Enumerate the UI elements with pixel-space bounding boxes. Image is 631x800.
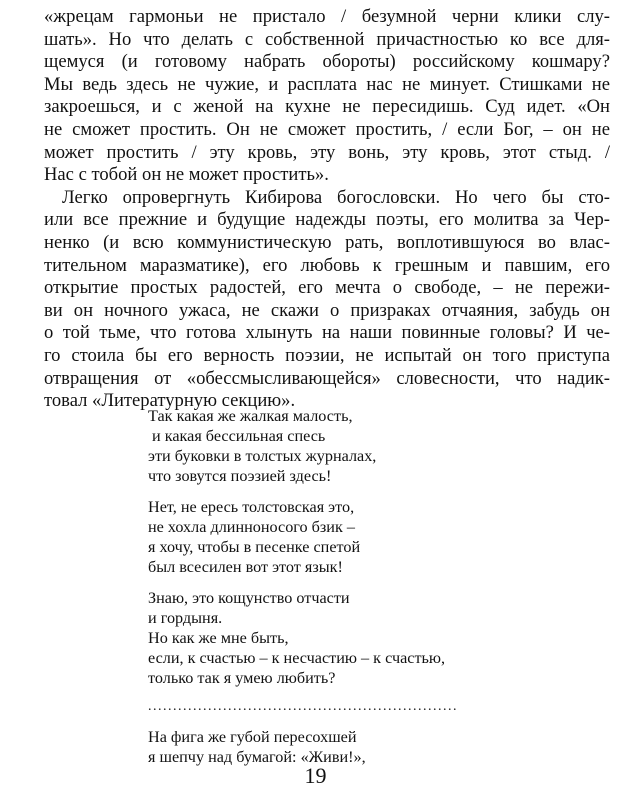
poem-stanza-final xyxy=(148,727,528,767)
poem-stanza-1 xyxy=(148,406,528,486)
text-line: закроешься, и с женой на кухне не пересидишь. Суд идет. «Он xyxy=(44,96,610,118)
text-line: может простить / эту кровь, эту вонь, эту кровь, этот стыд. / xyxy=(44,141,610,163)
paragraph-2 xyxy=(44,187,610,413)
poem-line: если, к счастью – к несчастию – к счастью, xyxy=(148,649,446,667)
text-line: Нас с тобой он не может простить». xyxy=(44,164,329,186)
text-line: Легко опровергнуть Кибирова богословски. Но чего бы сто- xyxy=(62,186,610,208)
poem-line: Знаю, это кощунство отчасти xyxy=(148,589,350,607)
page-number: 19 xyxy=(304,763,327,788)
text-line: тительном маразматике), его любовь к грешным и павшим, его xyxy=(44,254,610,276)
text-line: о той тьме, что готова хлынуть на наши повинные головы? И че- xyxy=(44,322,610,344)
text-line: шать». Но что делать с собственной причастностью ко все для- xyxy=(44,28,610,50)
paragraph-1 xyxy=(44,6,610,187)
text-line: ви он ночного ужаса, не скажи о призраках отчаяния, забудь он xyxy=(44,299,610,321)
text-line: го стоила бы его верность поэзии, не испытай он того приступа xyxy=(44,344,610,366)
poem-stanza-2 xyxy=(148,497,528,577)
poem-omission-separator: .............................................................. xyxy=(148,699,458,714)
poem-line: только так я умею любить? xyxy=(148,669,336,687)
text-line: товал «Литературную секцию». xyxy=(44,390,296,412)
prose-body xyxy=(44,6,610,413)
poem-line: Нет, не ересь толстовская это, xyxy=(148,498,355,516)
text-line: открытие простых радостей, его мечта о свободе, – не пережи- xyxy=(44,277,610,299)
poem-line: был всесилен вот этот язык! xyxy=(148,558,343,576)
text-line: не сможет простить. Он не сможет простить, / если Бог, – он не xyxy=(44,118,610,140)
text-line: Мы ведь здесь не чужие, и расплата нас не минует. Стишками не xyxy=(44,73,610,95)
poem-line: и какая бессильная спесь xyxy=(152,427,326,445)
poem-line: Но как же мне быть, xyxy=(148,629,289,647)
text-line: щемуся (и готовому набрать обороты) российскому кошмару? xyxy=(44,51,610,73)
text-line: «жрецам гармоньи не пристало / безумной черни клики слу- xyxy=(44,6,610,27)
text-line: отвращения от «обессмысливающейся» словесности, что надик- xyxy=(44,367,610,389)
poem-line: эти буковки в толстых журналах, xyxy=(148,447,377,465)
poem-line: что зовутся поэзией здесь! xyxy=(148,467,332,485)
poem-line: Так какая же жалкая малость, xyxy=(148,407,353,425)
poem-quote xyxy=(148,406,528,778)
poem-line: и гордыня. xyxy=(148,609,223,627)
text-line: или все прежние и будущие надежды поэты, его молитва за Чер- xyxy=(44,209,610,231)
poem-line: я шепчу над бумагой: «Живи!», xyxy=(148,748,366,766)
text-line: ненко (и всю коммунистическую рать, воплотившуюся во влас- xyxy=(44,231,610,253)
poem-line: я хочу, чтобы в песенке спетой xyxy=(148,538,361,556)
poem-line: На фига же губой пересохшей xyxy=(148,728,357,746)
poem-line: не хохла длинноносого бзик – xyxy=(148,518,355,536)
poem-stanza-3 xyxy=(148,588,528,688)
